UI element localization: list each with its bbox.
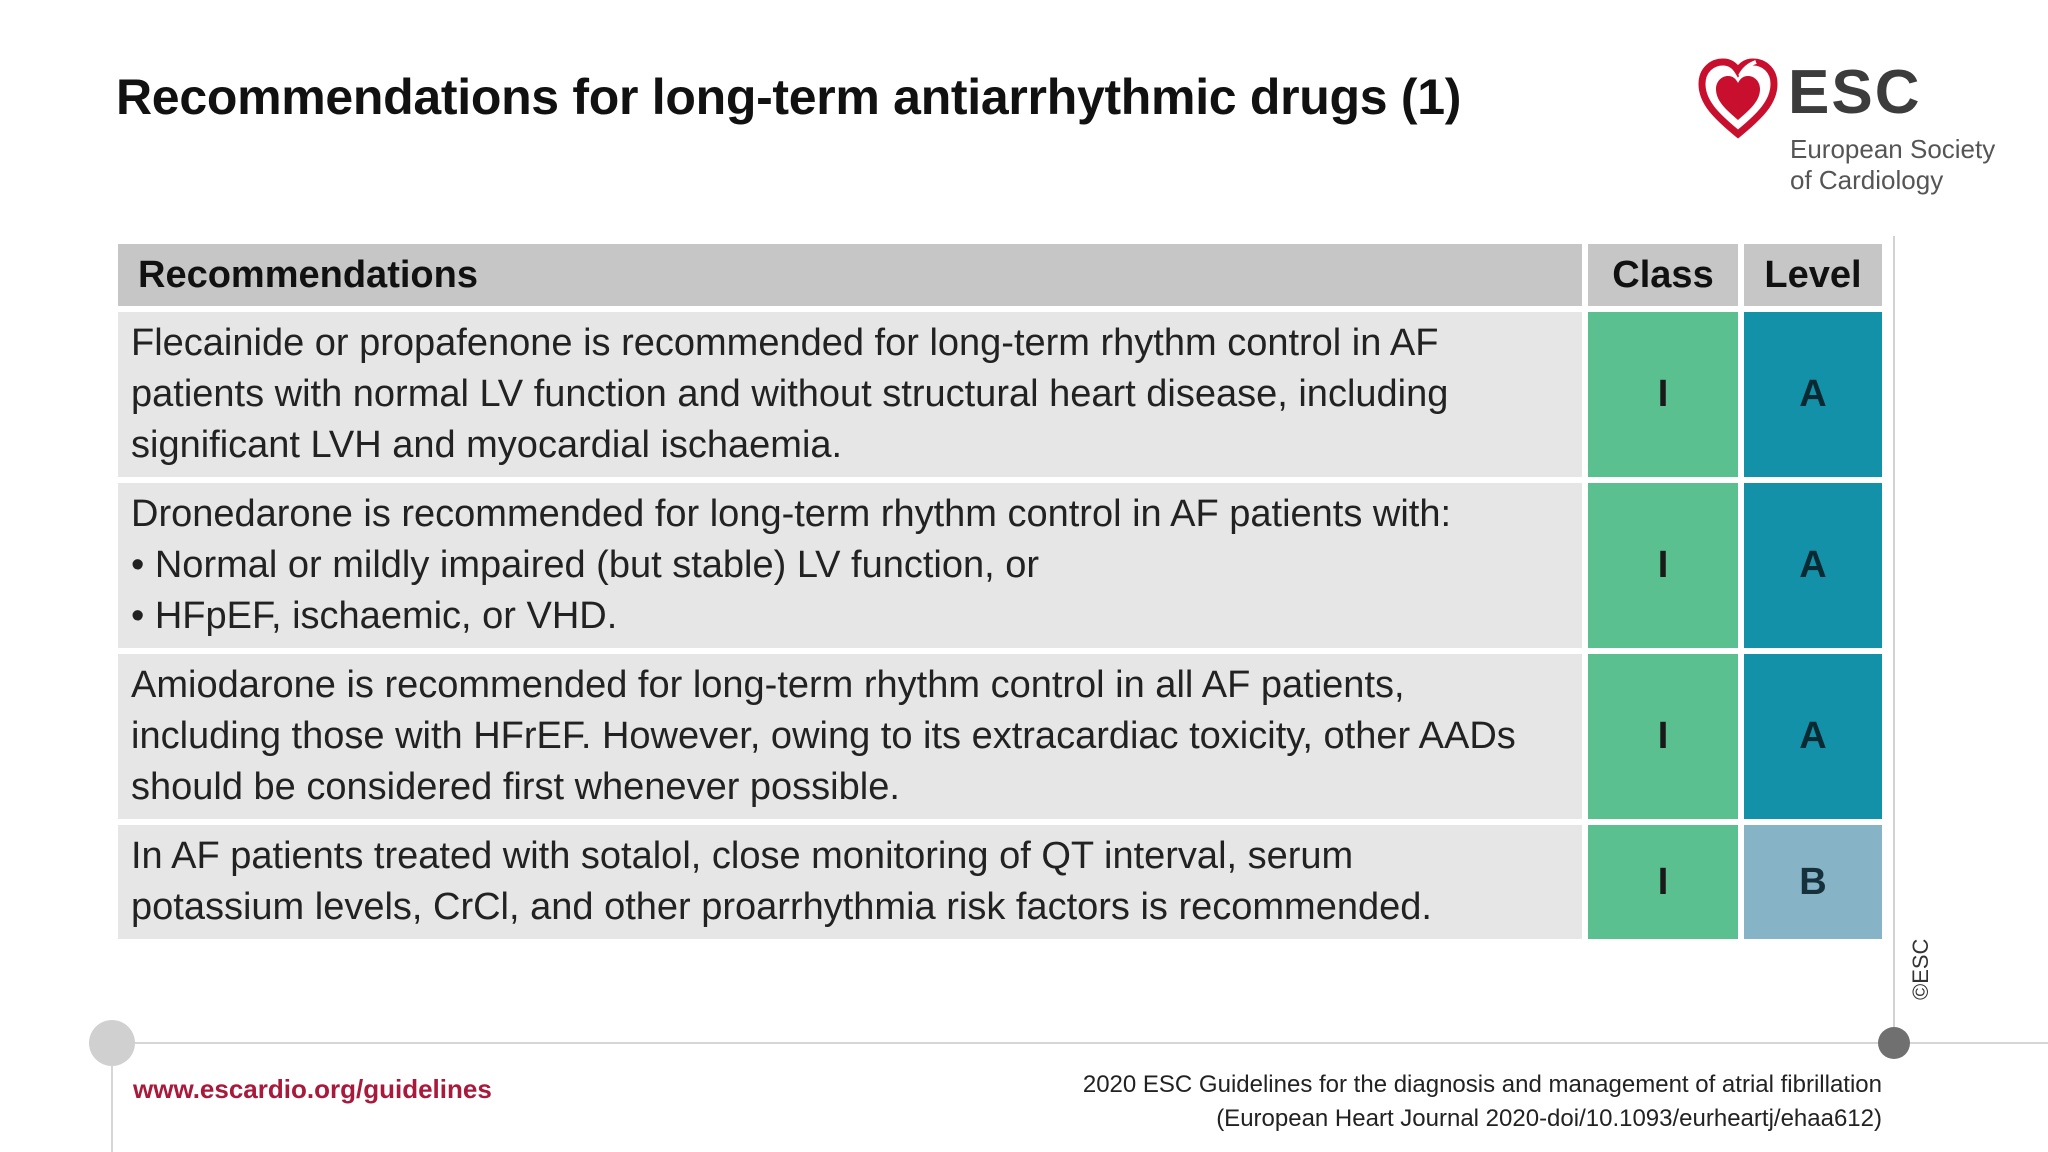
level-badge: A (1744, 483, 1882, 648)
recommendation-text (118, 483, 1582, 648)
table-row (118, 825, 1882, 939)
header-recommendations: Recommendations (118, 244, 1582, 306)
citation-line-2: (European Heart Journal 2020-doi/10.1093/eurheartj/ehaa612) (1216, 1105, 1882, 1132)
text-line: patients with normal LV function and without structural heart disease, including (131, 373, 1449, 415)
recommendations-table (118, 244, 1882, 945)
table-row (118, 483, 1882, 648)
level-badge: A (1744, 312, 1882, 477)
esc-logo (1696, 56, 1996, 206)
text-line: potassium levels, CrCl, and other proarrhythmia risk factors is recommended. (131, 886, 1432, 928)
recommendation-text (118, 825, 1582, 939)
class-badge: I (1588, 654, 1738, 819)
text-line: • Normal or mildly impaired (but stable) LV function, or (131, 544, 1040, 586)
table-row (118, 312, 1882, 477)
side-divider (1893, 236, 1895, 1042)
logo-acronym: ESC (1788, 58, 1922, 127)
footer-left-rule (111, 1066, 113, 1152)
footer-divider (112, 1042, 2048, 1044)
recommendation-text (118, 654, 1582, 819)
text-line: Dronedarone is recommended for long-term rhythm control in AF patients with: (131, 493, 1452, 535)
logo-subtitle (1790, 134, 1995, 196)
slide-title: Recommendations for long-term antiarrhythmic drugs (1) (116, 69, 1462, 125)
text-line: including those with HFrEF. However, owing to its extracardiac toxicity, other AADs (131, 715, 1516, 757)
text-line: • HFpEF, ischaemic, or VHD. (131, 595, 618, 637)
text-line: In AF patients treated with sotalol, close monitoring of QT interval, serum (131, 835, 1354, 877)
text-line: Amiodarone is recommended for long-term rhythm control in all AF patients, (131, 664, 1405, 706)
citation-line-1: 2020 ESC Guidelines for the diagnosis and management of atrial fibrillation (1082, 1071, 1882, 1098)
text-line: Flecainide or propafenone is recommended for long-term rhythm control in AF (131, 322, 1439, 364)
logo-line-2: of Cardiology (1790, 165, 1944, 195)
guidelines-link[interactable]: www.escardio.org/guidelines (133, 1074, 492, 1104)
footer-left-dot (89, 1020, 135, 1066)
class-badge: I (1588, 312, 1738, 477)
header-class: Class (1588, 244, 1738, 306)
recommendation-text (118, 312, 1582, 477)
heart-logo-icon (1696, 56, 1780, 140)
footer-citation (1083, 1068, 1882, 1136)
footer-right-dot (1878, 1027, 1910, 1059)
table-row (118, 654, 1882, 819)
text-line: significant LVH and myocardial ischaemia. (131, 424, 843, 466)
header-level: Level (1744, 244, 1882, 306)
table-header-row (118, 244, 1882, 306)
text-line: should be considered first whenever possible. (131, 766, 900, 808)
class-badge: I (1588, 825, 1738, 939)
class-badge: I (1588, 483, 1738, 648)
logo-line-1: European Society (1790, 134, 1996, 164)
level-badge: A (1744, 654, 1882, 819)
copyright-label: ©ESC (1908, 938, 1933, 1000)
level-badge: B (1744, 825, 1882, 939)
